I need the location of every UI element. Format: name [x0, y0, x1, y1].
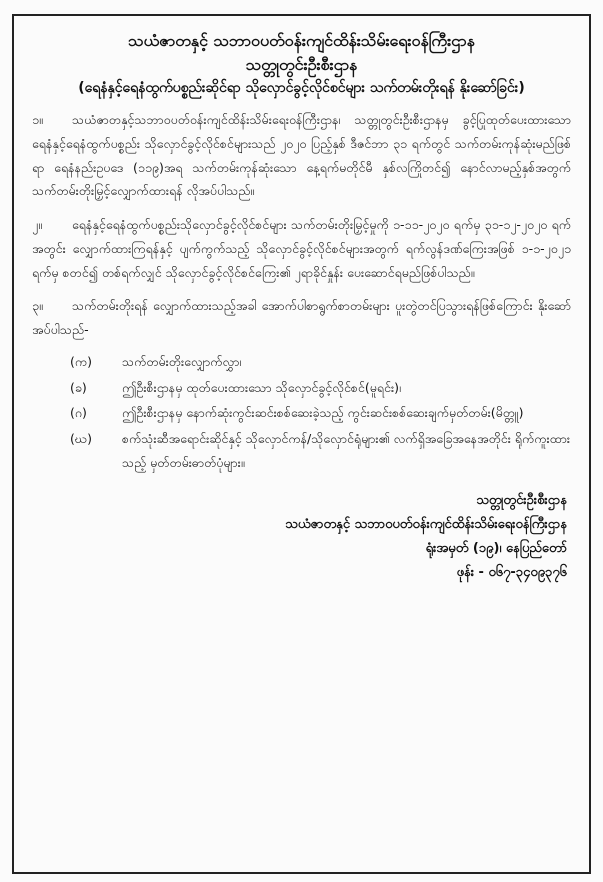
item-label: (ဃ) [70, 431, 92, 447]
item-label: (က) [70, 353, 92, 369]
paragraph-number: ၂။ [32, 217, 42, 233]
item-label: (ခ) [70, 379, 87, 395]
paragraph-1 [32, 108, 571, 203]
item-text: သက်တမ်းတိုးလျှောက်လွှာ၊ [122, 353, 242, 369]
item-label: (ဂ) [70, 405, 87, 421]
ministry-title: သယံဇာတနှင့် သဘာဝပတ်ဝန်းကျင်ထိန်းသိမ်းရေးဝန်ကြီးဌာန [128, 31, 475, 50]
notice-frame [12, 14, 591, 874]
item-text: ဤဦးစီးဌာနမှ ထုတ်ပေးထားသော သိုလှောင်ခွင့်လိုင်စင်(မူရင်း)၊ [122, 379, 402, 395]
list-item [70, 401, 571, 425]
list-item [70, 376, 571, 400]
required-documents-list [32, 350, 571, 475]
paragraph-number: ၃။ [32, 298, 43, 314]
paragraph-text: ရေနံနှင့်ရေနံထွက်ပစ္စည်းသိုလှောင်ခွင့်လိုင်စင်များ သက်တမ်းတိုးမြှင့်မှုကို ၁-၁၁-၂၀၂၀ ရက်မှ ၃၁-၁၂-၂၀၂၀ ရက်အတွင်း လျှောက်ထားကြရန်နှင့် ပျက်ကွက်သည့် သိုလှောင်ခွင့်လိုင်စင်များအတွက် ရက်လွန်ဒဏ်ကြေးအဖြစ် ၁-၁-၂၀၂၁ ရက်မှ စတင်၍ တစ်ရက်လျှင် သိုလှောင်ခွင့်လိုင်စင်ကြေး၏ ၂ရာခိုင်နှုန်း ပေးဆောင်ရမည်ဖြစ်ပါသည်။ [32, 217, 571, 280]
paragraph-text: သယံဇာတနှင့်သဘာဝပတ်ဝန်းကျင်ထိန်းသိမ်းရေးဝန်ကြီးဌာန၊ သတ္တုတွင်းဦးစီးဌာနမှ ခွင့်ပြုထုတ်ပေးထားသော ရေနံနှင့်ရေနံထွက်ပစ္စည်း သိုလှောင်ခွင့်လိုင်စင်များသည် ၂၀၂၀ ပြည့်နှစ် ဒီဇင်ဘာ ၃၁ ရက်တွင် သက်တမ်းကုန်ဆုံးမည်ဖြစ်ရာ ရေနံနည်းဥပဒေ (၁၁၉)အရ သက်တမ်းကုန်ဆုံးသော နေ့ရက်မတိုင်မီ နှစ်လကြိုတင်၍ နောင်လာမည့်နှစ်အတွက် သက်တမ်းတိုးမြှင့်လျှောက်ထားရန် လိုအပ်ပါသည်။ [32, 112, 571, 199]
signature-office: ရုံးအမှတ် (၁၉)၊ နေပြည်တော် [425, 540, 567, 556]
list-item [70, 350, 571, 374]
item-text: စက်သုံးဆီအရောင်းဆိုင်နှင့် သိုလှောင်ကန်/သိုလှောင်ရုံများ၏ လက်ရှိအခြေအနေအတိုင်း ရိုက်ကူးထားသည့် မှတ်တမ်းဓာတ်ပုံများ။ [122, 431, 571, 470]
paragraph-2 [32, 213, 571, 284]
notice-subject: (ရေနံနှင့်ရေနံထွက်ပစ္စည်းဆိုင်ရာ သိုလှောင်ခွင့်လိုင်စင်များ သက်တမ်းတိုးရန် နိုးဆော်ခြင်း) [78, 80, 525, 97]
signature-block [32, 489, 571, 585]
signature-ministry: သယံဇာတနှင့် သဘာဝပတ်ဝန်းကျင်ထိန်းသိမ်းရေးဝန်ကြီးဌာန [285, 516, 567, 532]
list-item [70, 427, 571, 475]
signature-phone: ဖုန်း - ၀၆၇-၃၄၀၉၃၇၆ [456, 564, 567, 580]
paragraph-3 [32, 294, 571, 342]
notice-heading [32, 30, 571, 98]
paragraph-number: ၁။ [32, 112, 43, 128]
paragraph-text: သက်တမ်းတိုးရန် လျှောက်ထားသည့်အခါ အောက်ပါစာရွက်စာတမ်းများ ပူးတွဲတင်ပြသွားရန်ဖြစ်ကြောင်း နိုးဆော်အပ်ပါသည်- [32, 298, 571, 338]
signature-department: သတ္တုတွင်းဦးစီးဌာန [476, 492, 567, 508]
department-title: သတ္တုတွင်းဦးစီးဌာန [245, 54, 358, 74]
item-text: ဤဦးစီးဌာနမှ နောက်ဆုံးကွင်းဆင်းစစ်ဆေးခဲ့သည့် ကွင်းဆင်းစစ်ဆေးချက်မှတ်တမ်း(မိတ္တူ) [122, 405, 524, 421]
